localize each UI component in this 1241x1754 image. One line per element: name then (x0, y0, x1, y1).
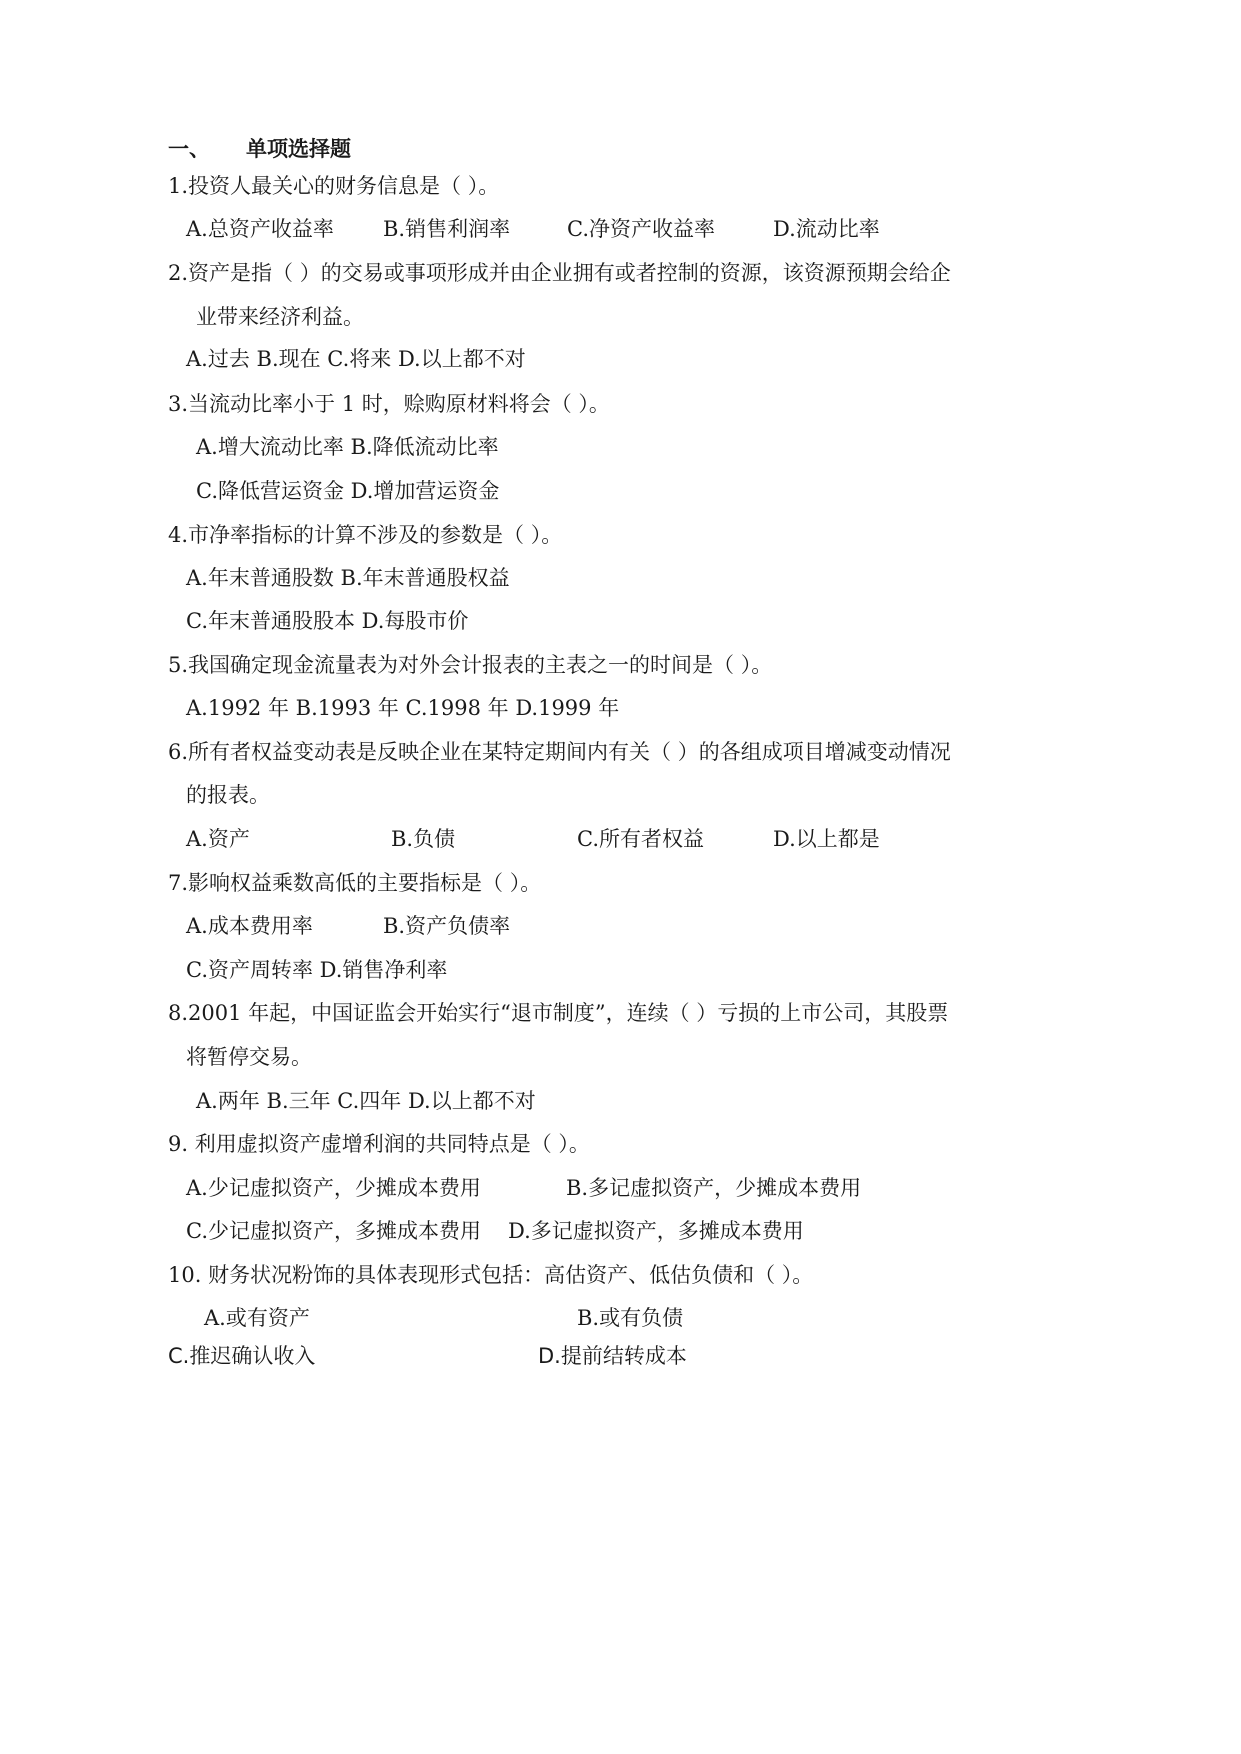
question-6-stem-continued: 的报表。 (186, 783, 270, 807)
question-6-option-c: C.所有者权益 (577, 827, 704, 851)
question-10-stem: 10. 财务状况粉饰的具体表现形式包括：高估资产、低估负债和（ ）。 (168, 1263, 814, 1287)
question-8-stem: 8.2001 年起，中国证监会开始实行“退市制度”，连续（ ）亏损的上市公司，其股票 (168, 1001, 949, 1025)
question-6-stem: 6.所有者权益变动表是反映企业在某特定期间内有关（ ）的各组成项目增减变动情况 (168, 740, 951, 764)
question-10-option-d: D.提前结转成本 (538, 1344, 687, 1368)
question-9-stem: 9. 利用虚拟资产虚增利润的共同特点是（ ）。 (168, 1132, 590, 1156)
section-title: 单项选择题 (246, 137, 351, 161)
question-1-option-d: D.流动比率 (773, 217, 880, 241)
question-6-option-a: A.资产 (186, 827, 250, 851)
question-4-options-line-2: C.年末普通股股本 D.每股市价 (186, 609, 469, 633)
question-7-option-a: A.成本费用率 (186, 914, 313, 938)
question-7-option-b: B.资产负债率 (383, 914, 511, 938)
question-10-option-b: B.或有负债 (577, 1306, 684, 1330)
question-4-stem: 4.市净率指标的计算不涉及的参数是（ ）。 (168, 523, 563, 547)
question-2-stem-continued: 业带来经济利益。 (196, 305, 364, 329)
question-4-options-line-1: A.年末普通股数 B.年末普通股权益 (186, 566, 510, 590)
question-9-option-d: D.多记虚拟资产，多摊成本费用 (508, 1219, 804, 1243)
question-3-options-line-2: C.降低营运资金 D.增加营运资金 (196, 479, 500, 503)
question-1-option-a: A.总资产收益率 (186, 217, 334, 241)
question-5-options: A.1992 年 B.1993 年 C.1998 年 D.1999 年 (186, 696, 620, 720)
question-2-options: A.过去 B.现在 C.将来 D.以上都不对 (186, 347, 526, 371)
question-7-options-line-2: C.资产周转率 D.销售净利率 (186, 958, 448, 982)
question-9-option-c: C.少记虚拟资产，多摊成本费用 (186, 1219, 481, 1243)
question-1-stem: 1.投资人最关心的财务信息是（ ）。 (168, 174, 500, 198)
question-3-stem: 3.当流动比率小于 1 时，赊购原材料将会（ ）。 (168, 392, 610, 416)
question-8-stem-continued: 将暂停交易。 (186, 1045, 312, 1069)
question-2-stem: 2.资产是指（ ）的交易或事项形成并由企业拥有或者控制的资源，该资源预期会给企 (168, 261, 951, 285)
question-3-options-line-1: A.增大流动比率 B.降低流动比率 (196, 435, 499, 459)
question-1-option-b: B.销售利润率 (383, 217, 511, 241)
question-7-stem: 7.影响权益乘数高低的主要指标是（ ）。 (168, 871, 542, 895)
question-5-stem: 5.我国确定现金流量表为对外会计报表的主表之一的时间是（ ）。 (168, 653, 773, 677)
question-8-options: A.两年 B.三年 C.四年 D.以上都不对 (196, 1089, 536, 1113)
question-6-option-b: B.负债 (391, 827, 456, 851)
section-number: 一、 (168, 137, 210, 161)
question-10-option-a: A.或有资产 (204, 1306, 310, 1330)
question-1-option-c: C.净资产收益率 (567, 217, 715, 241)
question-6-option-d: D.以上都是 (773, 827, 880, 851)
question-9-option-b: B.多记虚拟资产，少摊成本费用 (566, 1176, 862, 1200)
question-9-option-a: A.少记虚拟资产，少摊成本费用 (186, 1176, 481, 1200)
question-10-option-c: C.推迟确认收入 (168, 1344, 316, 1368)
